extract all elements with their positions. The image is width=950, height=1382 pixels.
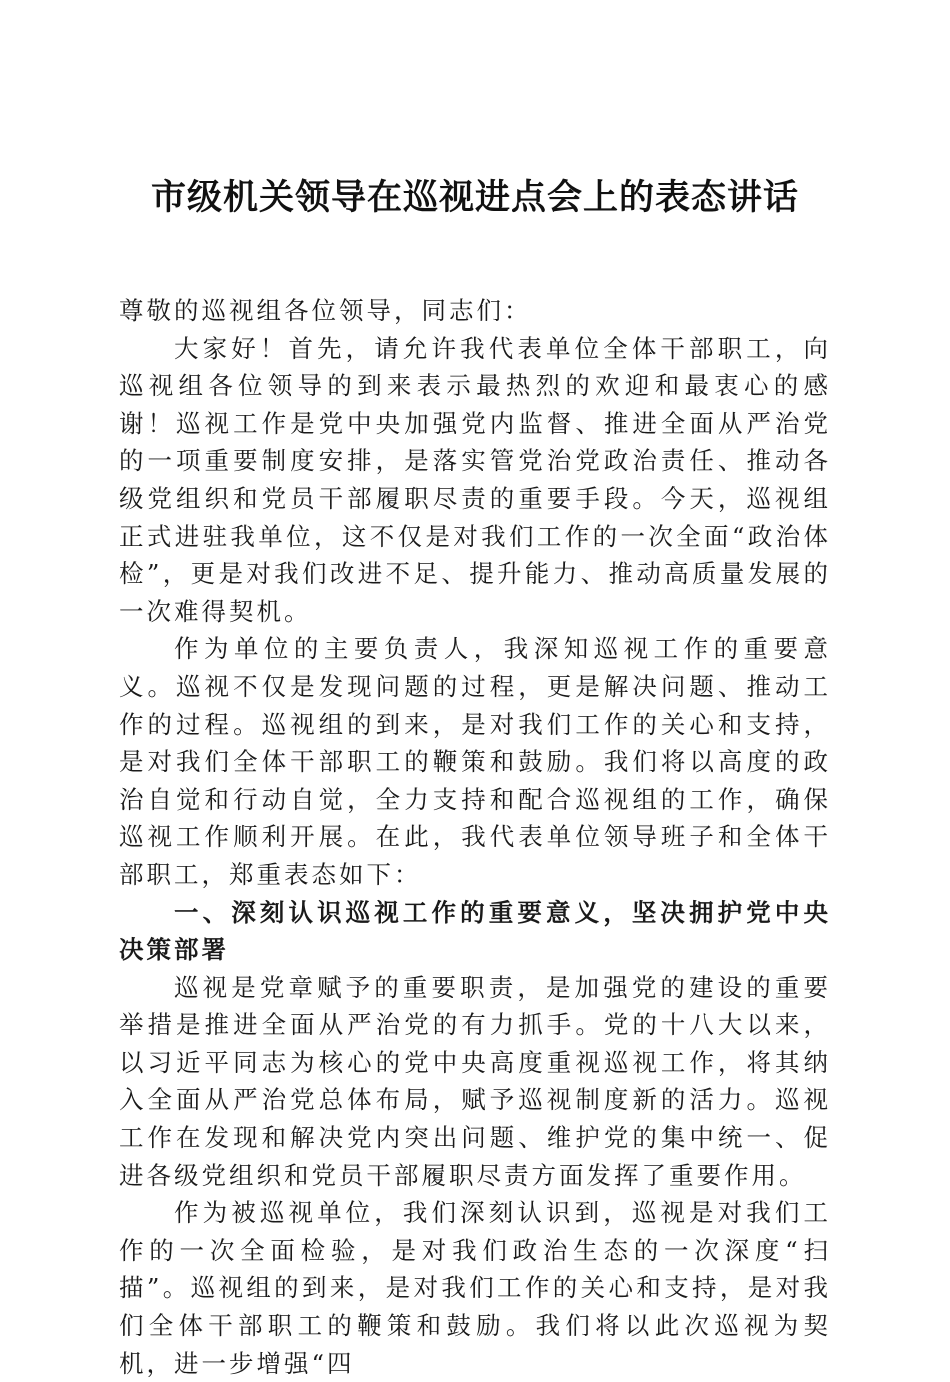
paragraph-inspection-importance: 巡视是党章赋予的重要职责，是加强党的建设的重要举措是推进全面从严治党的有力抓手。党的十八大以来，以习近平同志为核心的党中央高度重视巡视工作，将其纳入全面从严治党总体布局，赋予巡视制度新的活力。巡视工作在发现和解决党内突出问题、维护党的集中统一、促进各级党组织和党员干部履职尽责方面发挥了重要作用。 — [119, 972, 831, 1190]
paragraph-inspected-unit: 作为被巡视单位，我们深刻认识到，巡视是对我们工作的一次全面检验，是对我们政治生态的一次深度“扫描”。巡视组的到来，是对我们工作的关心和支持，是对我们全体干部职工的鞭策和鼓励。我们将以此次巡视为契机，进一步增强“四 — [119, 1198, 831, 1378]
paragraph-responsibility: 作为单位的主要负责人，我深知巡视工作的重要意义。巡视不仅是发现问题的过程，更是解决问题、推动工作的过程。巡视组的到来，是对我们工作的关心和支持，是对我们全体干部职工的鞭策和鼓励。我们将以高度的政治自觉和行动自觉，全力支持和配合巡视组的工作，确保巡视工作顺利开展。在此，我代表单位领导班子和全体干部职工，郑重表态如下： — [119, 634, 831, 889]
section-heading-1: 一、深刻认识巡视工作的重要意义，坚决拥护党中央决策部署 — [119, 897, 831, 965]
document-body — [119, 292, 831, 1382]
paragraph-welcome: 大家好！首先，请允许我代表单位全体干部职工，向巡视组各位领导的到来表示最热烈的欢迎和最衷心的感谢！巡视工作是党中央加强党内监督、推进全面从严治党的一项重要制度安排，是落实管党治党政治责任、推动各级党组织和党员干部履职尽责的重要手段。今天，巡视组正式进驻我单位，这不仅是对我们工作的一次全面“政治体检”，更是对我们改进不足、提升能力、推动高质量发展的一次难得契机。 — [119, 333, 831, 626]
document-title: 市级机关领导在巡视进点会上的表态讲话 — [150, 177, 799, 218]
salutation: 尊敬的巡视组各位领导，同志们： — [119, 296, 532, 325]
